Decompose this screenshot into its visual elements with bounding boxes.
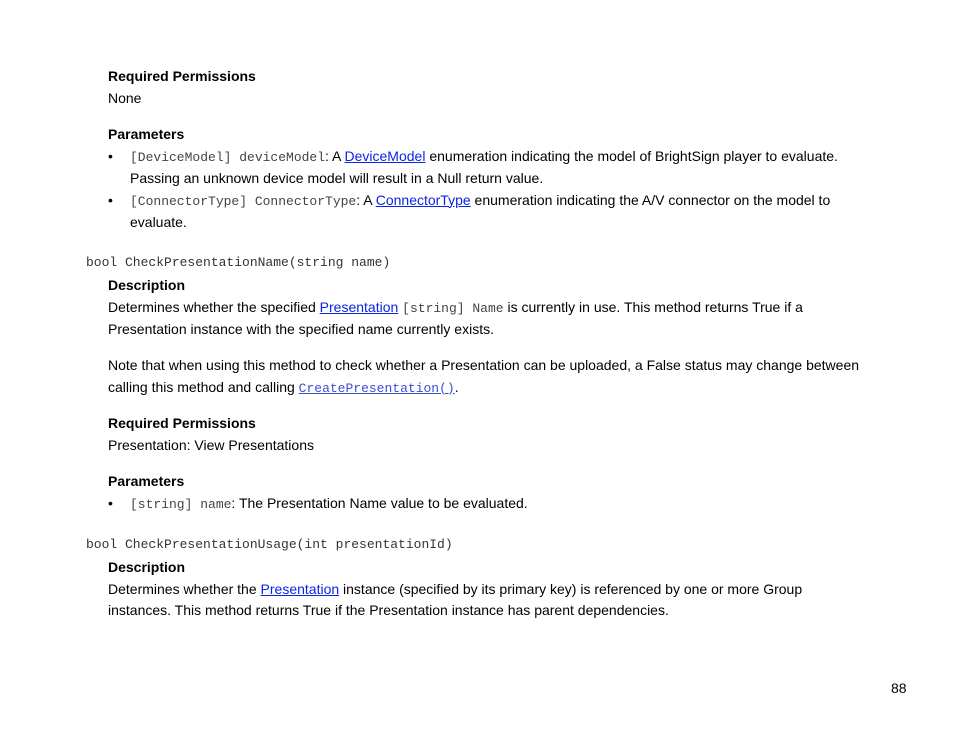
create-presentation-link[interactable]: CreatePresentation() [298,380,455,396]
parameters-heading: Parameters [108,126,185,142]
param-code: [ConnectorType] ConnectorType [130,193,357,209]
param-text: : A [325,147,345,164]
description-heading: Description [108,559,186,575]
description-heading: Description [108,277,186,293]
list-item [108,190,868,234]
required-permissions-section [108,66,868,109]
method-signature: bool CheckPresentationUsage(int presentationId) [86,537,453,552]
required-permissions-heading: Required Permissions [108,68,256,84]
param-code: [DeviceModel] deviceModel [130,149,326,165]
page-number: 88 [891,680,907,696]
description-text: Determines whether the Presentation instance (specified by its primary key) is referenced by one or more Group instances. This method returns True if the Presentation instance has parent dependencies. [108,580,803,618]
required-permissions-section [108,413,868,456]
param-text: enumeration indicating the A/V connector on the model to evaluate. [130,191,831,230]
list-item [108,493,868,516]
parameters-heading: Parameters [108,473,185,489]
presentation-link[interactable]: Presentation [260,580,340,597]
param-text: : The Presentation Name value to be evaluated. [231,494,528,511]
parameters-list [108,493,868,516]
devicemodel-link[interactable]: DeviceModel [344,147,426,164]
method-signature: bool CheckPresentationName(string name) [86,255,391,270]
connectortype-link[interactable]: ConnectorType [375,191,471,208]
param-text: enumeration indicating the model of BrightSign player to evaluate. Passing an unknown device model will result in a Null return value. [130,147,838,186]
parameters-section [108,471,868,515]
param-code: [string] Name [402,300,504,316]
bullet-icon: • [108,147,113,164]
description-text: Determines whether the specified Presentation [string] Name is currently in use. This method returns True if a Presentation instance with the specified name currently exists. [108,298,803,337]
parameters-list [108,146,868,234]
description-section [108,557,868,622]
presentation-link[interactable]: Presentation [319,298,399,315]
param-code: [string] name [130,496,232,512]
bullet-icon: • [108,191,113,208]
param-text: : A [356,191,376,208]
list-item [108,146,868,190]
bullet-icon: • [108,494,113,511]
required-permissions-value: None [108,89,142,106]
required-permissions-heading: Required Permissions [108,415,256,431]
parameters-section [108,124,868,234]
description-section [108,275,868,341]
note-paragraph: Note that when using this method to check whether a Presentation can be uploaded, a False status may change between calling this method and calling CreatePresentation(). [108,357,860,396]
required-permissions-value: Presentation: View Presentations [108,436,314,453]
